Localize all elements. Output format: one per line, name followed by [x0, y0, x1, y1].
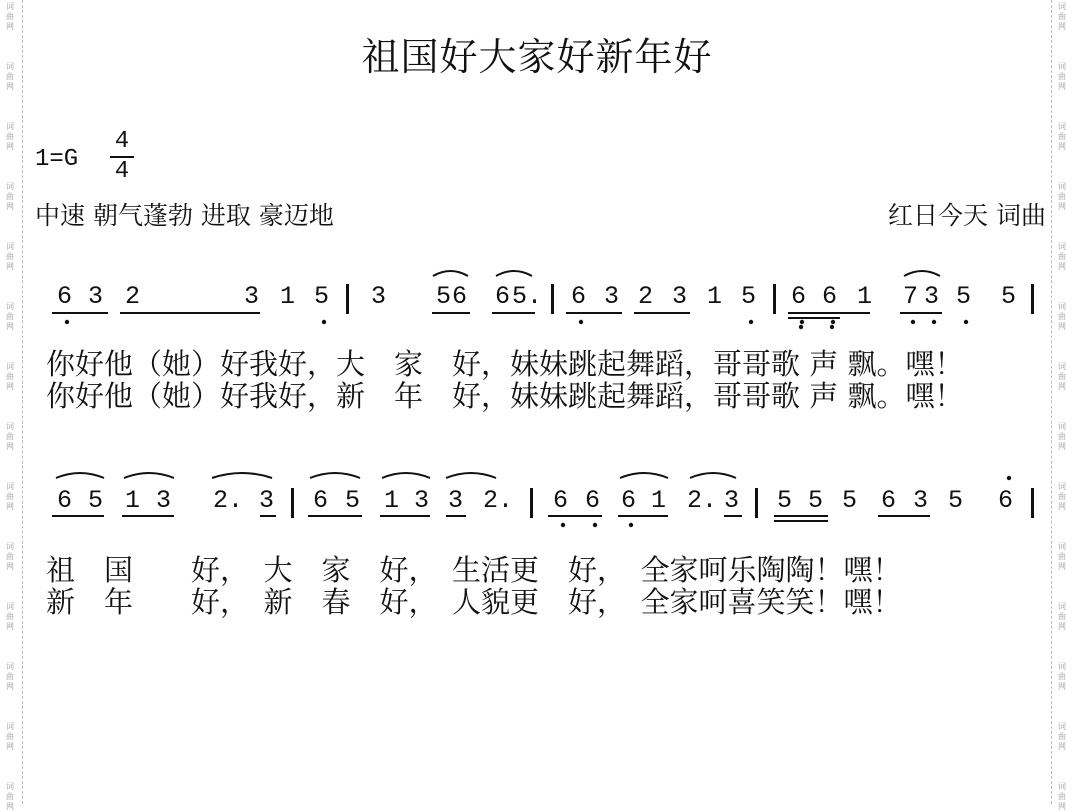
low-octave-dot — [911, 320, 915, 324]
low-octave-dot — [65, 320, 69, 324]
row2-note: 3 — [448, 486, 464, 515]
row1-note: 6 — [791, 282, 807, 311]
tempo-marking: 中速 朝气蓬勃 进取 豪迈地 — [35, 201, 334, 230]
watermark-glyph: 词 曲 网 — [1058, 482, 1066, 511]
low-octave-dot — [749, 320, 753, 324]
low-octave-dot — [831, 320, 835, 324]
lyrics-row-1-verse-1: 你好他（她）好我好，大 家 好，妹妹跳起舞蹈，哥哥歌 声 飘。嘿！ — [46, 347, 964, 381]
row2-note: 6 — [585, 486, 601, 515]
row1-note: 1 — [280, 282, 296, 311]
watermark-glyph: 词 曲 网 — [6, 722, 14, 751]
row2-note: 6 — [313, 486, 329, 515]
watermark-glyph: 词 曲 网 — [6, 2, 14, 31]
watermark-glyph: 词 曲 网 — [6, 542, 14, 571]
row1-note: 6 — [452, 282, 468, 311]
low-octave-dot — [932, 320, 936, 324]
watermark-glyph: 词 曲 网 — [6, 62, 14, 91]
watermark-glyph: 词 曲 网 — [1058, 242, 1066, 271]
row2-note: 3 — [724, 486, 740, 515]
slur — [690, 473, 736, 478]
high-octave-dot — [1007, 476, 1011, 480]
lyrics-row-2-verse-2: 新 年 好， 新 春 好， 人貌更 好， 全家呵喜笑笑！嘿！ — [46, 585, 902, 619]
row2-note: 1 — [384, 486, 400, 515]
row1-note: 2 — [638, 282, 654, 311]
low-octave-dot — [579, 320, 583, 324]
row2-note: 2. — [687, 486, 718, 515]
watermark-glyph: 词 曲 网 — [6, 362, 14, 391]
row2-note: 6 — [57, 486, 73, 515]
row1-note: 6 — [822, 282, 838, 311]
slur — [620, 473, 668, 478]
low-octave-dot — [799, 325, 803, 329]
slur — [496, 271, 532, 276]
slur — [433, 271, 468, 276]
low-octave-dot — [629, 523, 633, 527]
row2-note: 2. — [213, 486, 244, 515]
key-signature: 1=G — [35, 146, 79, 173]
row1-note: 6 — [57, 282, 73, 311]
low-octave-dot — [561, 523, 565, 527]
row2-note: 6 — [881, 486, 897, 515]
watermark-glyph: 词 曲 网 — [6, 422, 14, 451]
slur — [212, 473, 272, 478]
watermark-glyph: 词 曲 网 — [1058, 2, 1066, 31]
watermark-glyph: 词 曲 网 — [1058, 362, 1066, 391]
low-octave-dot — [593, 523, 597, 527]
row2-note: 6 — [621, 486, 637, 515]
watermark-glyph: 词 曲 网 — [1058, 182, 1066, 211]
watermark-glyph: 词 曲 网 — [6, 302, 14, 331]
row1-note: 3 — [924, 282, 940, 311]
slur — [124, 473, 174, 478]
row1-note: 3 — [88, 282, 104, 311]
row2-note: 1 — [651, 486, 667, 515]
row2-note: 5 — [948, 486, 964, 515]
low-octave-dot — [830, 325, 834, 329]
row1-note: 3 — [604, 282, 620, 311]
slur — [446, 473, 496, 478]
row2-note: 3 — [259, 486, 275, 515]
row2-note: 6 — [998, 486, 1014, 515]
lyrics-row-1-verse-2: 你好他（她）好我好，新 年 好，妹妹跳起舞蹈，哥哥歌 声 飘。嘿！ — [46, 379, 964, 413]
row2-note: 5 — [345, 486, 361, 515]
row2-note: 1 — [125, 486, 141, 515]
row2-note: 5 — [88, 486, 104, 515]
watermark-glyph: 词 曲 网 — [6, 662, 14, 691]
watermark-glyph: 词 曲 网 — [6, 242, 14, 271]
row1-note: 5 — [741, 282, 757, 311]
row2-note: 5 — [777, 486, 793, 515]
watermark-glyph: 词 曲 网 — [1058, 62, 1066, 91]
slur — [56, 473, 104, 478]
watermark-glyph: 词 曲 网 — [1058, 662, 1066, 691]
row1-note: 5 — [436, 282, 452, 311]
lyrics-row-2-verse-1: 祖 国 好， 大 家 好， 生活更 好， 全家呵乐陶陶！嘿！ — [46, 553, 902, 587]
watermark-glyph: 词 曲 网 — [6, 122, 14, 151]
row1-note: 1 — [707, 282, 723, 311]
watermark-glyph: 词 曲 网 — [6, 482, 14, 511]
watermark-glyph: 词 曲 网 — [1058, 722, 1066, 751]
row2-note: 6 — [553, 486, 569, 515]
time-signature-bottom: 4 — [114, 158, 130, 185]
watermark-glyph: 词 曲 网 — [1058, 302, 1066, 331]
row1-note: 5 — [956, 282, 972, 311]
row2-note: 5 — [842, 486, 858, 515]
row1-note: 3 — [371, 282, 387, 311]
watermark-glyph: 词 曲 网 — [6, 182, 14, 211]
row2-note: 3 — [156, 486, 172, 515]
watermark-glyph: 词 曲 网 — [1058, 122, 1066, 151]
row1-note: 1 — [857, 282, 873, 311]
time-signature-top: 4 — [114, 128, 130, 155]
watermark-glyph: 词 曲 网 — [1058, 602, 1066, 631]
row2-note: 3 — [913, 486, 929, 515]
slur — [904, 271, 940, 276]
row1-note: 5 — [314, 282, 330, 311]
watermark-glyph: 词 曲 网 — [6, 602, 14, 631]
composer-credit: 红日今天 词曲 — [888, 201, 1046, 230]
song-title: 祖国好大家好新年好 — [361, 35, 713, 79]
slur — [382, 473, 430, 478]
watermark-glyph: 词 曲 网 — [1058, 422, 1066, 451]
row1-note: 5. — [512, 282, 543, 311]
row1-note: 2 — [125, 282, 141, 311]
row1-note: 6 — [495, 282, 511, 311]
watermark-glyph: 词 曲 网 — [6, 782, 14, 811]
row1-note: 6 — [571, 282, 587, 311]
slur — [310, 473, 360, 478]
row1-note: 3 — [244, 282, 260, 311]
watermark-glyph: 词 曲 网 — [1058, 542, 1066, 571]
watermark-glyph: 词 曲 网 — [1058, 782, 1066, 811]
low-octave-dot — [322, 320, 326, 324]
low-octave-dot — [964, 320, 968, 324]
row2-note: 3 — [414, 486, 430, 515]
row2-note: 2. — [483, 486, 514, 515]
row2-note: 5 — [808, 486, 824, 515]
row1-note: 5 — [1001, 282, 1017, 311]
row1-note: 3 — [672, 282, 688, 311]
row1-note: 7 — [903, 282, 919, 311]
low-octave-dot — [800, 320, 804, 324]
